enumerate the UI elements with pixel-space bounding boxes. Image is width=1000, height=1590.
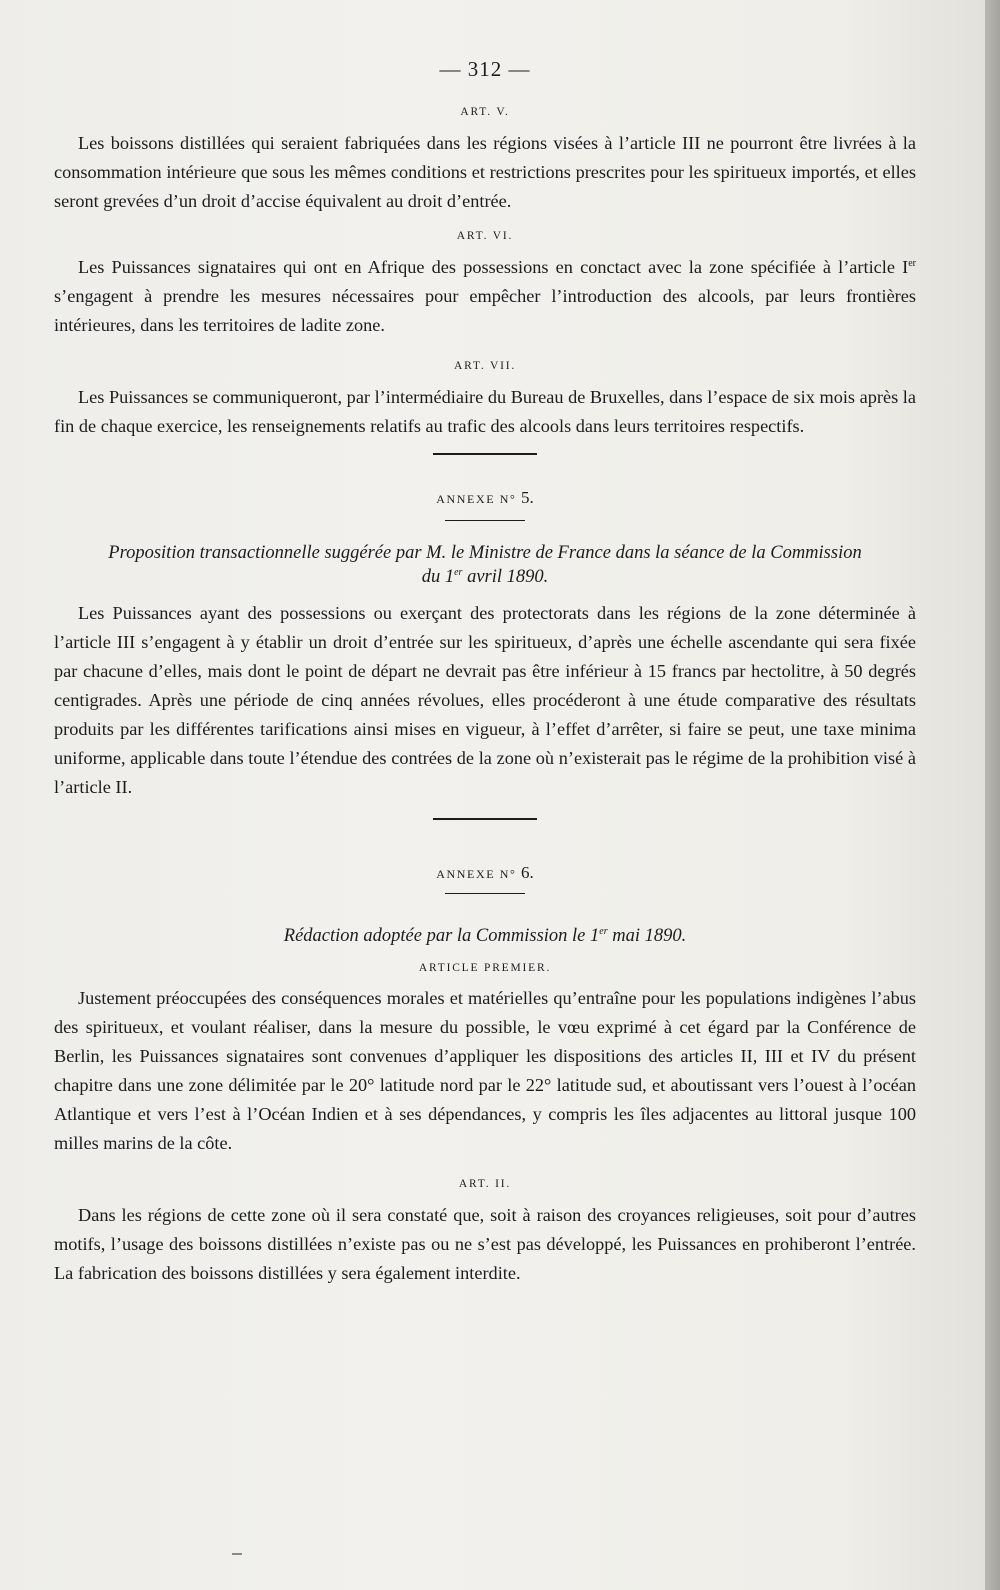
article-5-heading: ART. V.	[460, 106, 510, 118]
article-6-heading: ART. VI.	[456, 230, 514, 242]
article-7-heading: ART. VII.	[453, 360, 517, 372]
page-number: — 312 —	[439, 57, 531, 81]
annex-5-text: Les Puissances ayant des possessions ou exerçant des protectorats dans les régions de la zone déterminée à l’article III s’engagent à y établir un droit d’entrée sur les spiritueux, d’après une échelle ascendante qui sera fixée par chacune d’elles, mais dont le point de départ ne devrait pas être inférieur à 15 francs par hectolitre, à 50 degrés centigrades. Après une période de cinq années révolues, elles procéderont à une étude comparative des résultats produits par les différentes tarifications ainsi mises en vigueur, à l’effet d’arrêter, si faire se peut, une taxe minima uniforme, applicable dans toute l’étendue des contrées de la zone où n’existerait pas le régime de la prohibition visé à l’article II.	[54, 603, 916, 797]
section-divider	[433, 818, 537, 820]
section-divider	[433, 453, 537, 455]
annex-6-rule	[445, 893, 525, 895]
annex-6-title: Rédaction adoptée par la Commission le 1er mai 1890.	[283, 925, 687, 946]
annex-5-heading: ANNEXE N° 5.	[436, 487, 534, 507]
page-edge	[985, 0, 1000, 1590]
article-6-text: Les Puissances signataires qui ont en Afrique des possessions en conctact avec la zone spécifiée à l’article Ier s’engagent à prendre les mesures nécessaires pour empêcher l’introduction des alcools, par leurs frontières intérieures, dans les territoires de ladite zone.	[54, 257, 916, 335]
article-2-text: Dans les régions de cette zone où il sera constaté que, soit à raison des croyances religieuses, soit pour d’autres motifs, l’usage des boissons distillées n’existe pas ou ne s’est pas développé, les Puissances en prohiberont l’entrée. La fabrication des boissons distillées y sera également interdite.	[54, 1205, 916, 1283]
article-2-heading: ART. II.	[458, 1178, 512, 1190]
article-7-text: Les Puissances se communiqueront, par l’intermédiaire du Bureau de Bruxelles, dans l’espace de six mois après la fin de chaque exercice, les renseignements relatifs au trafic des alcools dans leurs territoires respectifs.	[54, 387, 916, 436]
annex-5-rule	[445, 520, 525, 522]
page-content	[54, 56, 916, 1288]
article-premier-text: Justement préoccupées des conséquences morales et matérielles qu’entraîne pour les populations indigènes l’abus des spiritueux, et voulant réaliser, dans la mesure du possible, le vœu exprimé à cet égard par la Conférence de Berlin, les Puissances signataires sont convenues d’appliquer les dispositions des articles II, III et IV du présent chapitre dans une zone délimitée par le 20° latitude nord par le 22° latitude sud, et aboutissant vers l’ouest à l’océan Atlantique et vers l’est à l’Océan Indien et à ses dépendances, y compris les îles adjacentes au littoral jusque 100 milles marins de la côte.	[54, 988, 916, 1153]
annex-6-heading: ANNEXE N° 6.	[436, 862, 534, 882]
annex-5-title: Proposition transactionnelle suggérée par M. le Ministre de France dans la séance de la Commission du 1er avril 1890.	[108, 543, 862, 587]
article-5-text: Les boissons distillées qui seraient fabriquées dans les régions visées à l’article III ne pourront être livrées à la consommation intérieure que sous les mêmes conditions et restrictions prescrites pour les spiritueux importés, et elles seront grevées d’un droit d’accise équivalent au droit d’entrée.	[54, 133, 916, 211]
ink-mark	[232, 1553, 242, 1555]
article-6-sup: er	[908, 257, 916, 269]
article-premier-heading: ARTICLE PREMIER.	[418, 962, 552, 974]
